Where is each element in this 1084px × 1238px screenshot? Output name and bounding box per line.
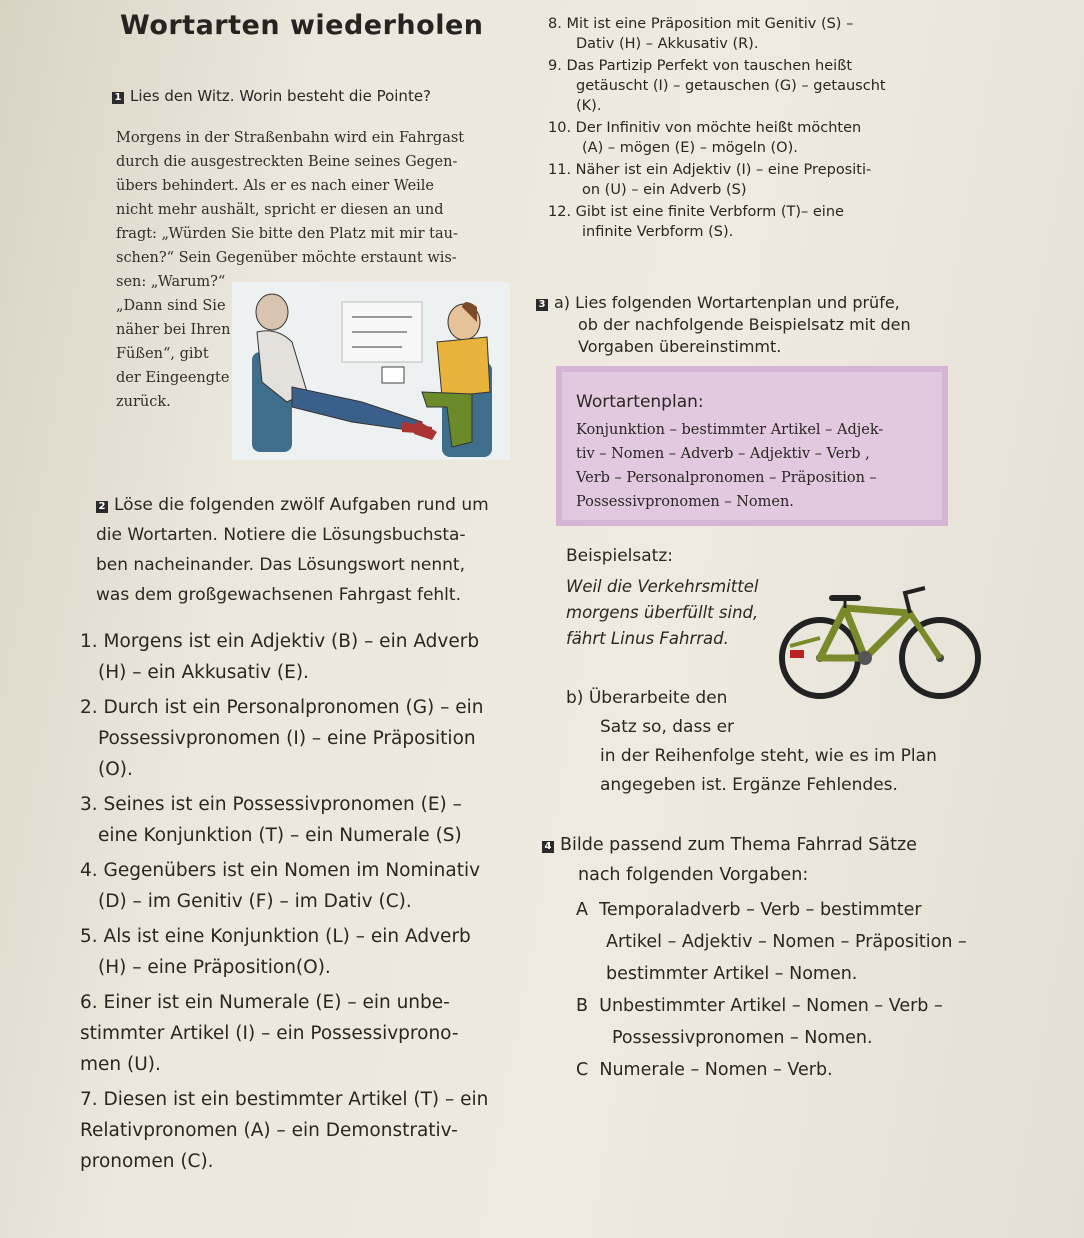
joke-line: Morgens in der Straßenbahn wird ein Fahrgast — [116, 130, 465, 146]
task3-b: b) Überarbeite den Satz so, dass er in der Reihenfolge steht, wie es im Plan angegeben ist. Ergänze Fehlendes. — [566, 688, 937, 795]
tram-illustration — [232, 282, 510, 460]
joke-line: schen?“ Sein Gegenüber möchte erstaunt wis- — [116, 250, 457, 266]
task2-item-4: 4. Gegenübers ist ein Nomen im Nominativ (D) – im Genitiv (F) – im Dativ (C). — [80, 860, 481, 912]
page-title: Wortarten wiederholen — [120, 10, 484, 41]
task-number-4: 4 — [542, 841, 554, 853]
task-number-3: 3 — [536, 299, 548, 311]
task-number-2: 2 — [96, 501, 108, 513]
joke-line: „Dann sind Sie — [116, 298, 226, 314]
task2-item-11: 11. Näher ist ein Adjektiv (I) – eine Prepositi- on (U) – ein Adverb (S) — [548, 162, 872, 198]
task2-item-9: 9. Das Partizip Perfekt von tauschen heißt getäuscht (I) – getauschen (G) – getauscht (K). — [548, 58, 886, 114]
example-title: Beispielsatz: — [566, 546, 673, 566]
joke-line: der Eingeengte — [116, 370, 230, 386]
task4-list — [576, 894, 1046, 1086]
task3-a: 3 a) Lies folgenden Wortartenplan und prüfe, ob der nachfolgende Beispielsatz mit den Vorgaben übereinstimmt. — [536, 292, 956, 358]
joke-line: sen: „Warum?“ — [116, 274, 226, 290]
task2-item-10: 10. Der Infinitiv von möchte heißt möchten (A) – mögen (E) – mögeln (O). — [548, 120, 862, 156]
task1-instruction: Lies den Witz. Worin besteht die Pointe? — [130, 87, 432, 105]
task4-item-c: C Numerale – Nomen – Verb. — [576, 1060, 833, 1080]
task2-instruction: 2 Löse die folgenden zwölf Aufgaben rund um die Wortarten. Notiere die Lösungsbuchsta- ben nacheinander. Das Lösungswort nennt, was dem großgewachsenen Fahrgast fehlt. — [96, 495, 489, 605]
task-number-1: 1 — [112, 92, 124, 104]
task2-item-7: 7. Diesen ist ein bestimmter Artikel (T) – ein Relativpronomen (A) – ein Demonstrativ- pronomen (C). — [80, 1089, 489, 1172]
task1-heading — [112, 86, 431, 106]
task2-item-6: 6. Einer ist ein Numerale (E) – ein unbe- stimmter Artikel (I) – ein Possessivprono- men (U). — [80, 992, 459, 1075]
task2-item-12: 12. Gibt ist eine finite Verbform (T)– eine infinite Verbform (S). — [548, 204, 844, 240]
task2-item-1: 1. Morgens ist ein Adjektiv (B) – ein Adverb (H) – ein Akkusativ (E). — [80, 631, 480, 683]
joke-line: fragt: „Würden Sie bitte den Platz mit mir tau- — [116, 226, 458, 242]
example-sentence: Weil die Verkehrsmittel morgens überfüllt sind, fährt Linus Fahrrad. — [566, 577, 759, 648]
task2-item-8: 8. Mit ist eine Präposition mit Genitiv (S) – Dativ (H) – Akkusativ (R). — [548, 16, 854, 52]
task4-instruction: 4 Bilde passend zum Thema Fahrrad Sätze nach folgenden Vorgaben: — [542, 830, 982, 890]
joke-line: Füßen“, gibt — [116, 346, 209, 362]
task2-item-3: 3. Seines ist ein Possessivpronomen (E) – eine Konjunktion (T) – ein Numerale (S) — [80, 794, 462, 846]
task4-item-b: B Unbestimmter Artikel – Nomen – Verb – Possessivpronomen – Nomen. — [576, 996, 943, 1048]
task4-item-a: A Temporaladverb – Verb – bestimmter Artikel – Adjektiv – Nomen – Präposition – bestimmter Artikel – Nomen. — [576, 900, 967, 984]
task2-item-2: 2. Durch ist ein Personalpronomen (G) – ein Possessivpronomen (I) – eine Präposition (O). — [80, 697, 484, 780]
task2-item-5: 5. Als ist eine Konjunktion (L) – ein Adverb (H) – eine Präposition(O). — [80, 926, 471, 978]
joke-line: zurück. — [116, 394, 171, 410]
task2-list-right — [548, 14, 1068, 242]
word-type-plan-box: Wortartenplan: Konjunktion – bestimmter Artikel – Adjek- tiv – Nomen – Adverb – Adjektiv – Verb , Verb – Personalpronomen – Präposition – Possessivpronomen – Nomen. — [556, 366, 948, 526]
passenger-right-jacket — [437, 337, 490, 397]
bike-handlebar — [905, 588, 925, 613]
joke-line: näher bei Ihren — [116, 322, 231, 338]
task2-list — [80, 626, 520, 1177]
joke-line: durch die ausgestreckten Beine seines Gegen- — [116, 154, 458, 170]
passenger-left-head — [256, 294, 288, 330]
plan-title: Wortartenplan: — [576, 392, 704, 412]
joke-line: nicht mehr aushält, spricht er diesen an und — [116, 202, 444, 218]
joke-line: übers behindert. Als er es nach einer Weile — [116, 178, 435, 194]
